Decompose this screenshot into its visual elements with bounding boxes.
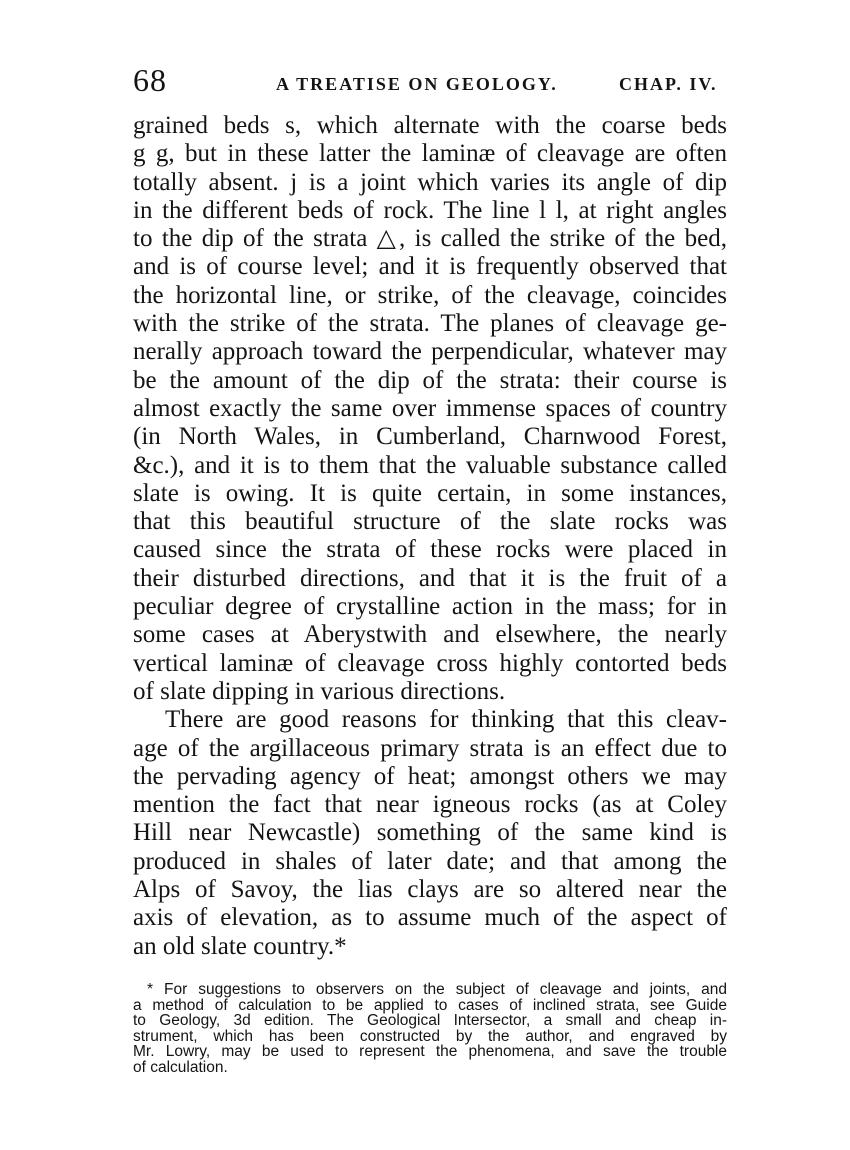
text-line: Hill near Newcastle) something of the same kind is	[133, 819, 727, 847]
paragraph-1	[133, 112, 727, 706]
text-line: the horizontal line, or strike, of the cleavage, coincides	[133, 281, 727, 309]
text-line: produced in shales of later date; and that among the	[133, 847, 727, 875]
footnote	[133, 982, 727, 1076]
text-line: totally absent. j is a joint which varies its angle of dip	[133, 168, 727, 196]
text-line: caused since the strata of these rocks were placed in	[133, 536, 727, 564]
page-header	[133, 62, 733, 102]
text-line: Alps of Savoy, the lias clays are so altered near the	[133, 876, 727, 904]
text-line: nerally approach toward the perpendicular, whatever may	[133, 338, 727, 366]
page-number: 68	[133, 62, 167, 98]
text-line: almost exactly the same over immense spaces of country	[133, 394, 727, 422]
text-line: an old slate country.*	[133, 932, 347, 960]
text-line: peculiar degree of crystalline action in the mass; for in	[133, 593, 727, 621]
text-line: of slate dipping in various directions.	[133, 677, 506, 705]
footnote-line: a method of calculation to be applied to cases of inclined strata, see Guide	[133, 996, 727, 1014]
footnote-line: Mr. Lowry, may be used to represent the phenomena, and save the trouble	[133, 1043, 727, 1061]
text-line: mention the fact that near igneous rocks (as at Coley	[133, 791, 727, 819]
text-line: with the strike of the strata. The planes of cleavage ge-	[133, 310, 727, 338]
text-line: grained beds s, which alternate with the coarse beds	[133, 112, 727, 139]
footnote-line: * For suggestions to observers on the subject of cleavage and joints, and	[147, 981, 727, 998]
running-title: A TREATISE ON GEOLOGY.	[276, 74, 558, 94]
text-line: vertical laminæ of cleavage cross highly contorted beds	[133, 649, 727, 677]
text-line: g g, but in these latter the laminæ of cleavage are often	[133, 140, 727, 168]
text-line: (in North Wales, in Cumberland, Charnwood Forest,	[133, 423, 727, 451]
paragraph-2	[133, 706, 727, 961]
text-line: and is of course level; and it is frequently observed that	[133, 253, 727, 281]
chapter-label: CHAP. IV.	[619, 74, 718, 94]
text-line: the pervading agency of heat; amongst others we may	[133, 762, 727, 790]
text-line: be the amount of the dip of the strata: their course is	[133, 366, 727, 394]
footnote-line: strument, which has been constructed by the author, and engraved by	[133, 1027, 727, 1045]
text-line: axis of elevation, as to assume much of the aspect of	[133, 904, 727, 932]
text-line: their disturbed directions, and that it is the fruit of a	[133, 564, 727, 592]
text-line: that this beautiful structure of the slate rocks was	[133, 508, 727, 536]
text-line: slate is owing. It is quite certain, in some instances,	[133, 479, 727, 507]
text-line: There are good reasons for thinking that this cleav-	[165, 706, 727, 734]
text-line: &c.), and it is to them that the valuable substance called	[133, 451, 727, 479]
text-line: some cases at Aberystwith and elsewhere, the nearly	[133, 621, 727, 649]
footnote-line: of calculation.	[133, 1058, 228, 1076]
footnote-line: to Geology, 3d edition. The Geological Intersector, a small and cheap in-	[133, 1012, 727, 1030]
text-line: to the dip of the strata △, is called the strike of the bed,	[133, 225, 727, 253]
body-text	[133, 112, 727, 961]
text-line: in the different beds of rock. The line l l, at right angles	[133, 196, 727, 224]
text-line: age of the argillaceous primary strata is an effect due to	[133, 734, 727, 762]
